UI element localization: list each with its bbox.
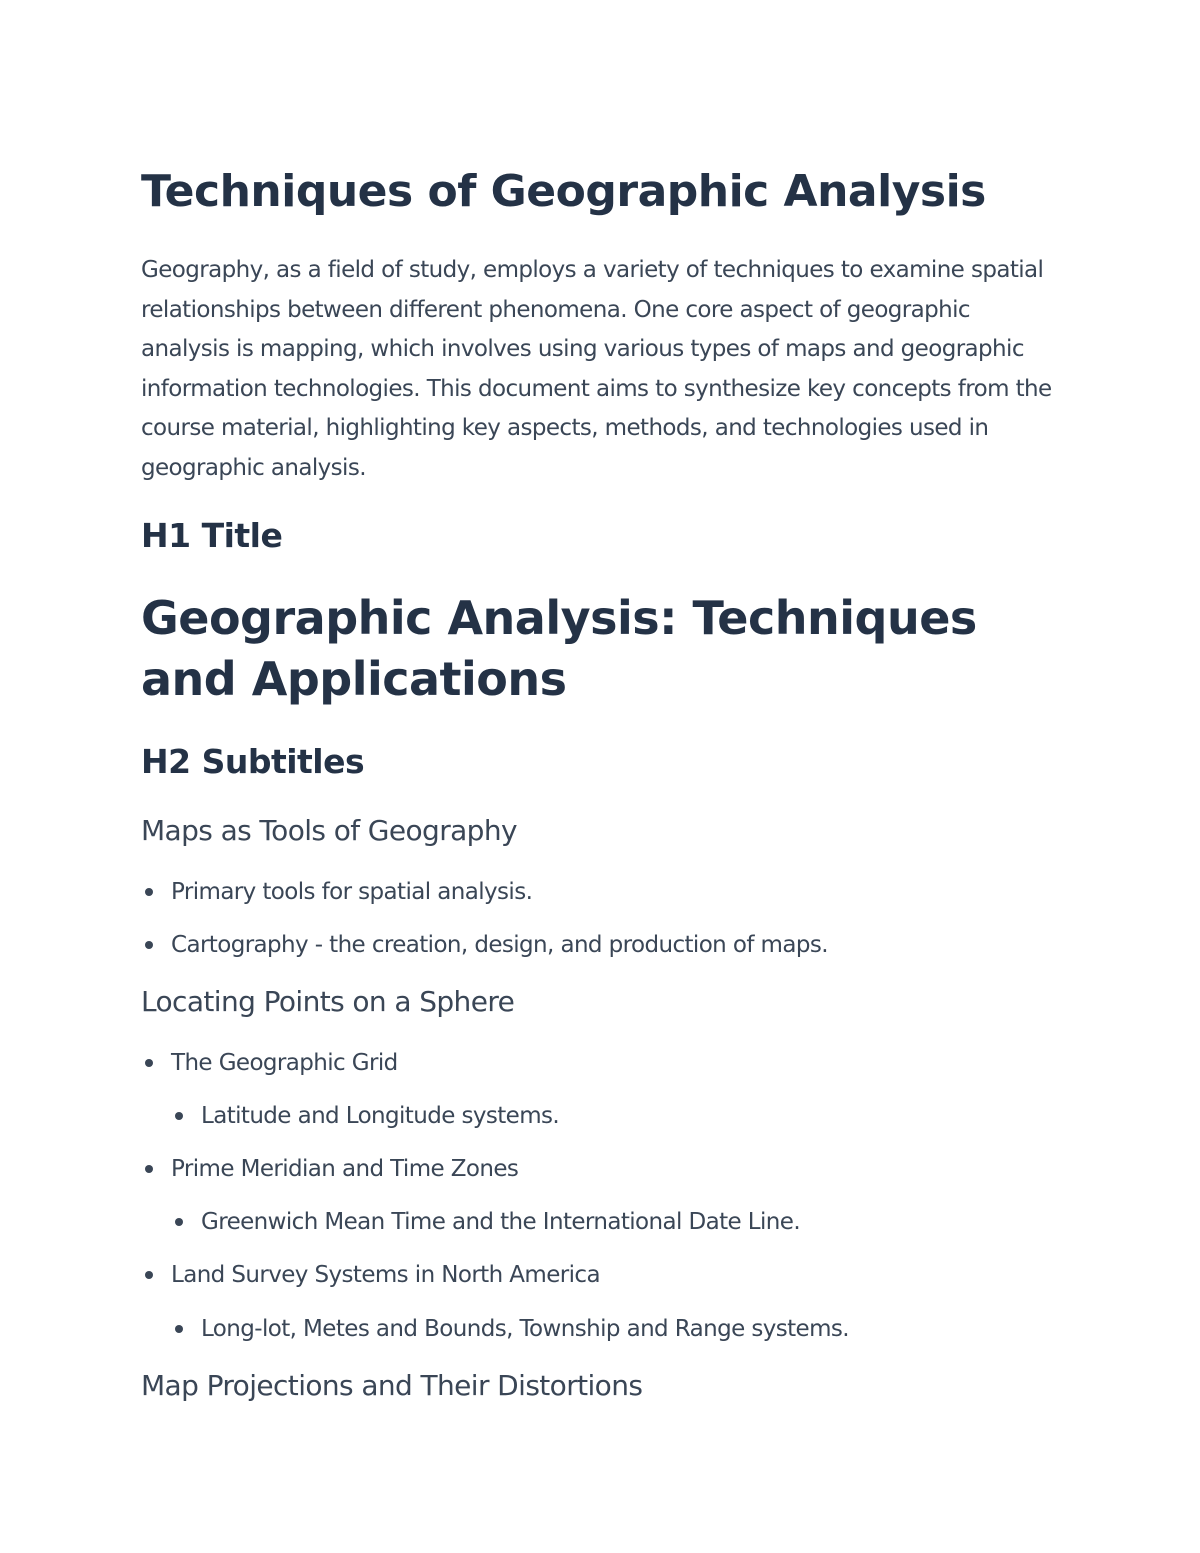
bullet-icon	[145, 1271, 153, 1279]
h2-label: H2 Subtitles	[141, 742, 365, 781]
bullet-icon	[145, 941, 153, 949]
list-item	[171, 1260, 600, 1290]
list-item-text: Primary tools for spatial analysis.	[171, 879, 533, 905]
list-item	[171, 1154, 518, 1184]
list-item-text: The Geographic Grid	[171, 1050, 398, 1076]
list-item-text: Land Survey Systems in North America	[171, 1262, 600, 1288]
section-heading-locating-points: Locating Points on a Sphere	[141, 985, 515, 1018]
h1-title: Geographic Analysis: Techniques and Applications	[141, 591, 977, 706]
intro-paragraph: Geography, as a field of study, employs a variety of techniques to examine spatial relationships between different phenomena. One core aspect of geographic analysis is mapping, which involves using various types of maps and geographic information technologies. This document aims to synthesize key concepts from the course material, highlighting key aspects, methods, and technologies used in geographic analysis.	[141, 257, 1052, 481]
bullet-icon	[175, 1325, 183, 1333]
list-subitem-text: Greenwich Mean Time and the International Date Line.	[201, 1209, 801, 1235]
bullet-icon	[145, 888, 153, 896]
list-item-text: Cartography - the creation, design, and production of maps.	[171, 932, 828, 958]
list-subitem-text: Long-lot, Metes and Bounds, Township and Range systems.	[201, 1316, 850, 1342]
document-title: Techniques of Geographic Analysis	[141, 166, 986, 217]
list-item	[171, 930, 828, 960]
list-item	[171, 1048, 398, 1078]
bullet-icon	[145, 1165, 153, 1173]
list-item	[171, 877, 532, 907]
bullet-icon	[175, 1218, 183, 1226]
bullet-icon	[175, 1112, 183, 1120]
h1-label: H1 Title	[141, 516, 283, 555]
list-item-text: Prime Meridian and Time Zones	[171, 1156, 519, 1182]
list-subitem-text: Latitude and Longitude systems.	[201, 1103, 560, 1129]
section-heading-maps-as-tools: Maps as Tools of Geography	[141, 814, 517, 847]
list-subitem	[201, 1207, 800, 1237]
list-subitem	[201, 1101, 559, 1131]
section-heading-map-projections: Map Projections and Their Distortions	[141, 1369, 643, 1402]
bullet-icon	[145, 1059, 153, 1067]
list-subitem	[201, 1314, 849, 1344]
